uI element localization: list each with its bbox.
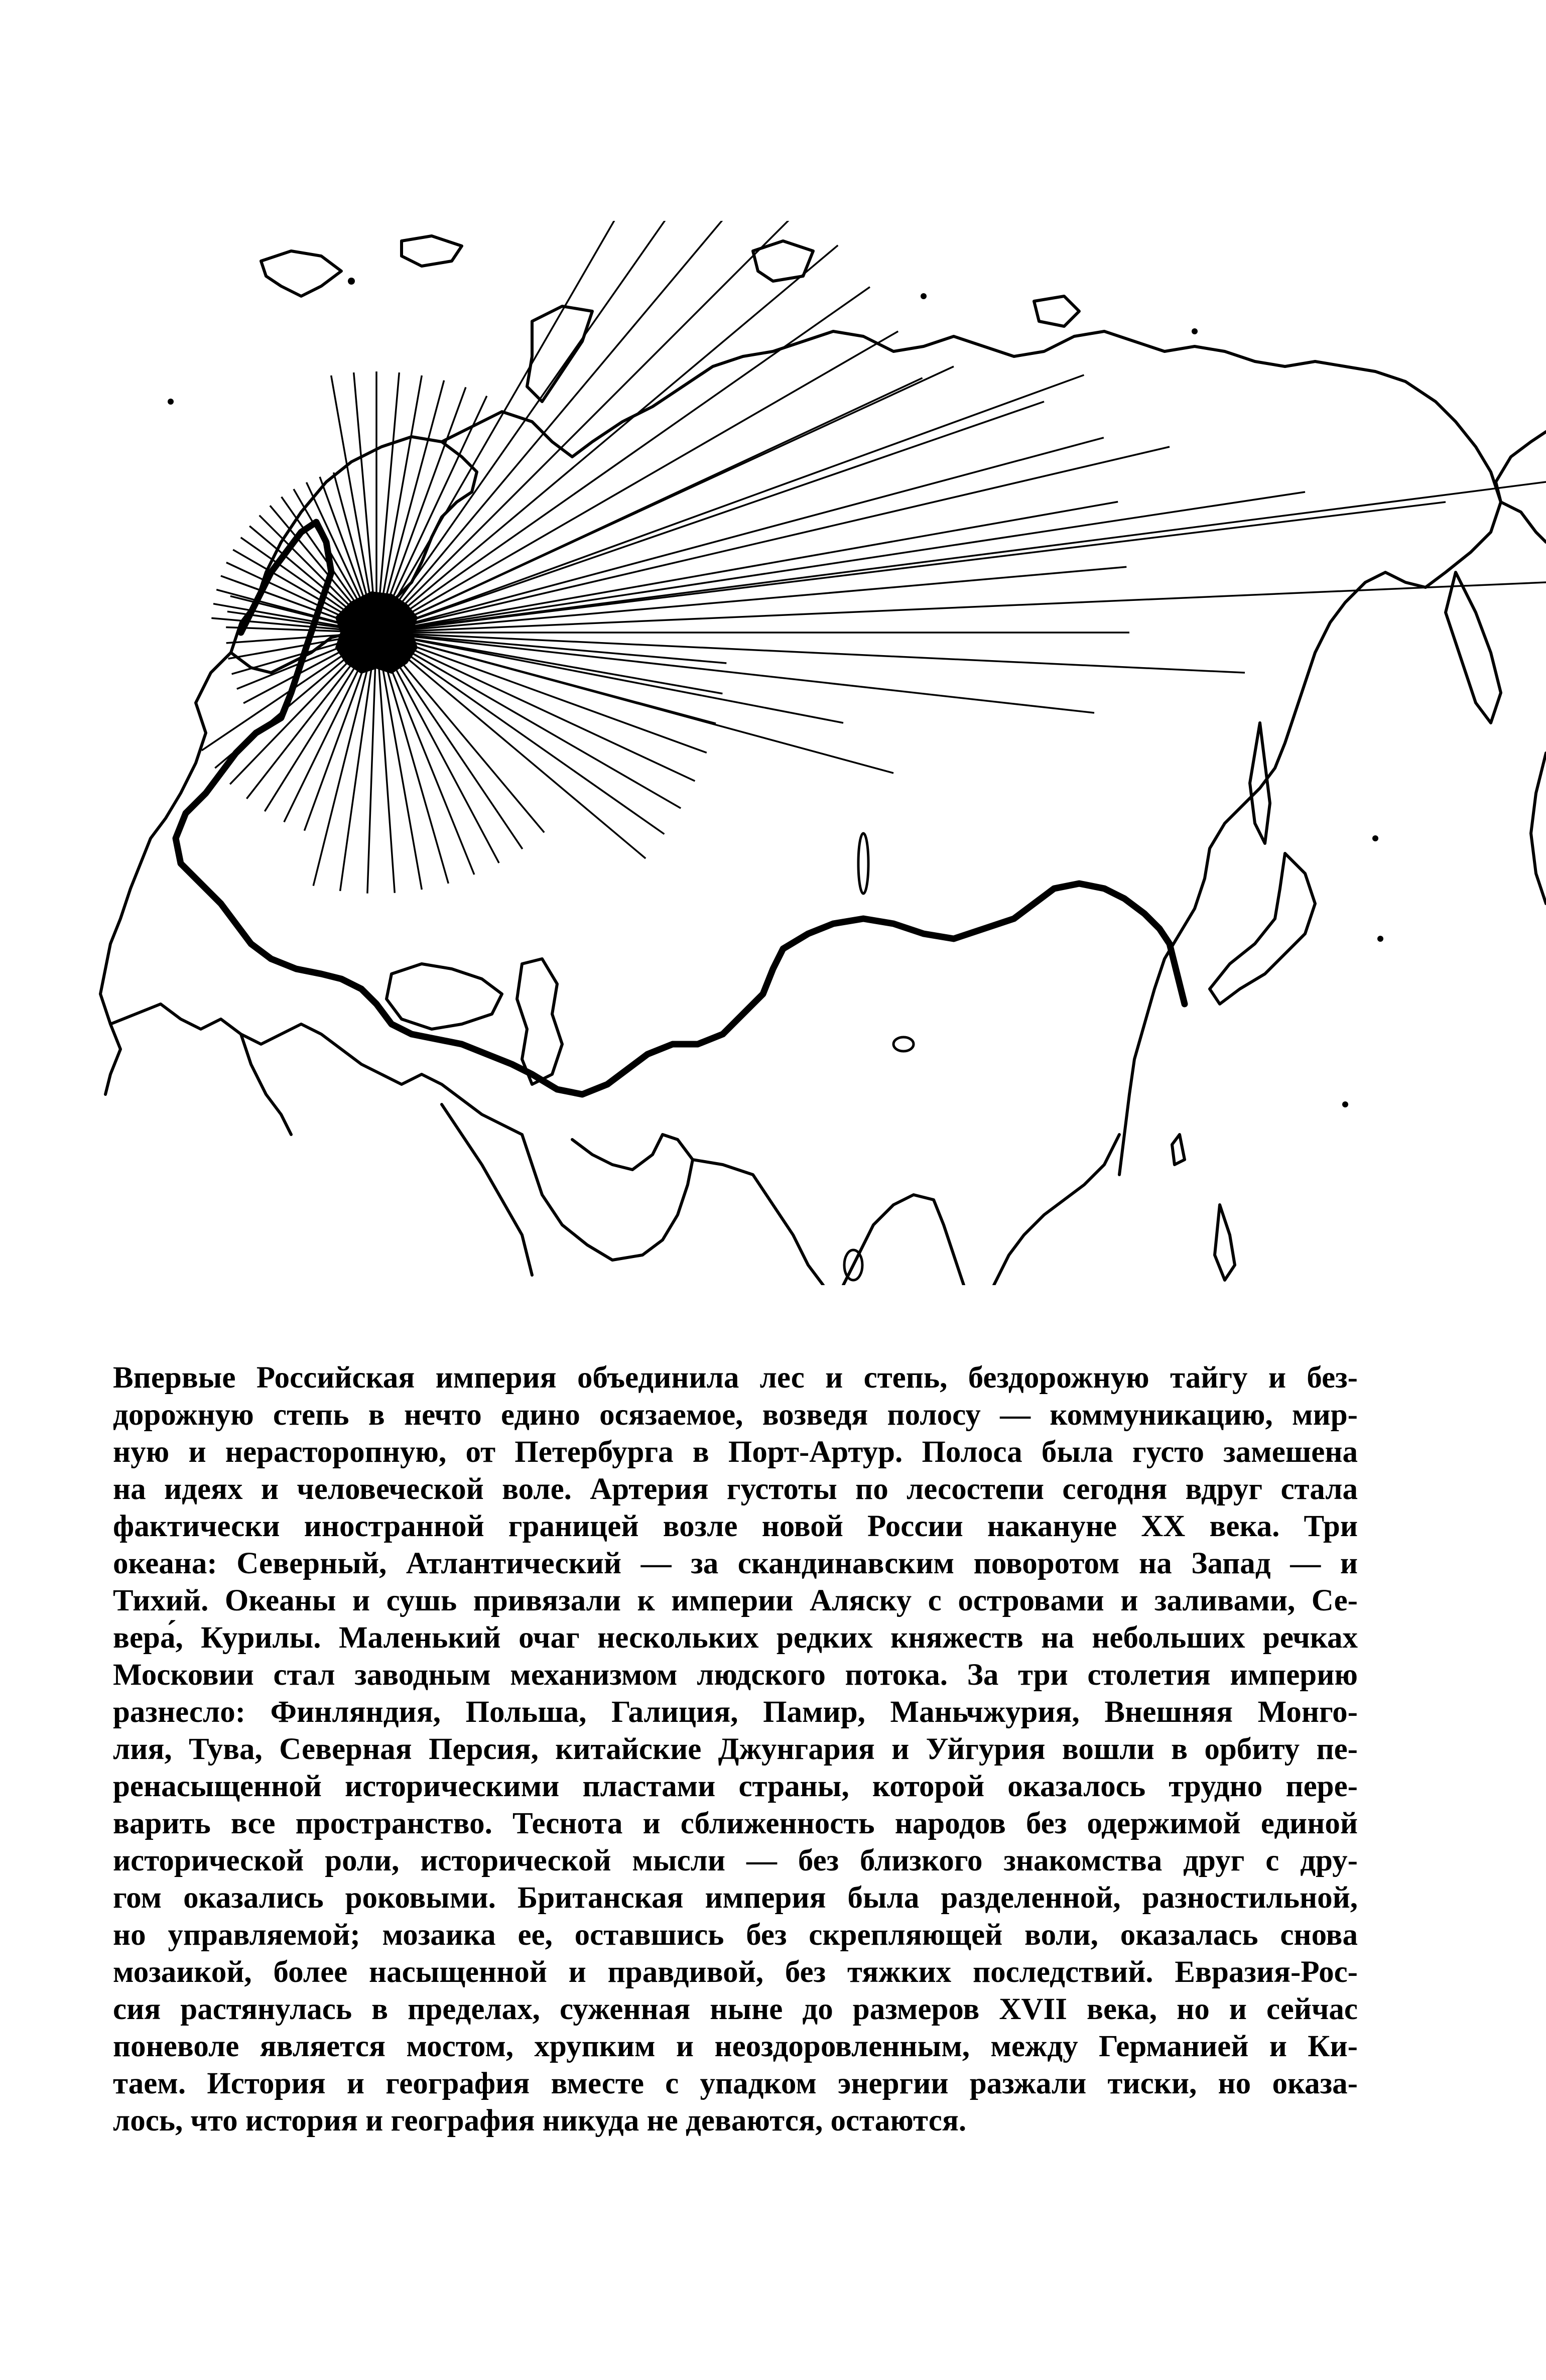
radiating-line <box>376 633 422 890</box>
pacific-coast <box>1119 572 1426 1175</box>
radiating-line <box>376 221 763 633</box>
text-line: сия растянулась в пределах, суженная ныне до размеров XVII века, но и сейчас <box>113 1992 1358 2026</box>
radiating-line <box>376 438 1104 633</box>
text-line: ренасыщенной историческими пластами страны, которой оказалось трудно пере- <box>113 1770 1358 1803</box>
radiating-line <box>376 633 726 663</box>
northern-russia-coast <box>442 331 1501 587</box>
radiating-line <box>376 492 1305 633</box>
red-sea-coast <box>442 1104 532 1275</box>
text-line: гом оказались роковыми. Британская империя была разделенной, разностильной, <box>113 1881 1358 1915</box>
arabia-coast <box>522 1135 693 1260</box>
text-line: варить все пространство. Теснота и сближенность народов без одержимой единой <box>113 1807 1358 1840</box>
philippines-islands <box>1215 1205 1235 1280</box>
moscow-core <box>336 592 417 673</box>
taiwan-island <box>1172 1135 1185 1165</box>
sakhalin-island <box>1250 723 1270 843</box>
caspian-sea <box>517 959 562 1084</box>
radiating-line <box>376 582 1546 633</box>
franz-josef-land <box>402 236 462 266</box>
svalbard-islands <box>261 251 341 296</box>
body-paragraph <box>113 1359 1358 2140</box>
text-line: на идеях и человеческой воле. Артерия густоты по лесостепи сегодня вдруг стала <box>113 1472 1358 1506</box>
italy-coast <box>241 1034 291 1135</box>
small-island <box>893 1037 914 1051</box>
radiating-line <box>376 633 1094 713</box>
radiating-line <box>376 221 803 633</box>
black-sea <box>386 964 502 1029</box>
text-line: лия, Тува, Северная Персия, китайские Джунгария и Уйгурия вошли в орбиту пе- <box>113 1732 1358 1766</box>
radiating-line <box>376 402 1044 633</box>
island-dot <box>1372 835 1378 841</box>
radiating-line <box>376 567 1126 633</box>
island-dot <box>1342 1101 1348 1107</box>
text-line: мозаикой, более насыщенной и правдивой, без тяжких последствий. Евразия-Рос- <box>113 1955 1358 1989</box>
text-line: Впервые Российская империя объединила лес и степь, бездорожную тайгу и без- <box>113 1361 1358 1395</box>
island-dot <box>1377 936 1383 942</box>
radiating-line <box>376 482 1546 633</box>
europe-west-coast <box>100 653 231 1094</box>
radiating-lines <box>202 221 1546 894</box>
alaska-lower <box>1531 753 1546 904</box>
text-line: поневоле является мостом, хрупким и неоздоровленным, между Германией и Ки- <box>113 2030 1358 2063</box>
southeast-asia-coast <box>994 1135 1119 1285</box>
japan-islands <box>1210 853 1315 1004</box>
india-coast <box>693 1160 964 1285</box>
radiating-line <box>376 375 1084 633</box>
text-line: лось, что история и география никуда не деваются, остаются. <box>113 2104 967 2138</box>
severnaya-zemlya <box>753 241 813 281</box>
radiating-line <box>376 447 1170 633</box>
text-line: ную и нерасторопную, от Петербурга в Порт-Артур. Полоса была густо замешена <box>113 1435 1358 1469</box>
text-line: исторической роли, исторической мысли — без близкого знакомства друг с дру- <box>113 1844 1358 1877</box>
island-dot <box>168 399 174 405</box>
radiating-line <box>367 633 376 894</box>
island-dot <box>921 293 927 299</box>
radiating-line <box>376 502 1446 633</box>
lake-baikal <box>858 833 868 894</box>
text-line: океана: Северный, Атлантический — за скандинавским поворотом на Запад — и <box>113 1547 1358 1580</box>
eurasia-map <box>90 221 1546 1285</box>
text-line: таем. История и география вместе с упадком энергии разжали тиски, но оказа- <box>113 2067 1358 2100</box>
radiating-line <box>376 221 678 633</box>
kamchatka-coast <box>1446 572 1501 723</box>
text-line: Тихий. Океаны и сушь привязали к империи Аляску с островами и заливами, Се- <box>113 1584 1358 1617</box>
text-line: вера́, Курилы. Маленький очаг нескольких редких княжеств на небольших речках <box>113 1621 1358 1655</box>
radiating-line <box>376 633 646 858</box>
island-dot <box>1192 328 1198 334</box>
text-line: но управляемой; мозаика ее, оставшись без скрепляющей воли, оказалась снова <box>113 1918 1358 1952</box>
new-siberian-islands <box>1034 296 1079 326</box>
text-line: разнесло: Финляндия, Польша, Галиция, Памир, Маньчжурия, Внешняя Монго- <box>113 1695 1358 1729</box>
island-dot <box>348 278 355 285</box>
text-line: фактически иностранной границей возле новой России накануне XX века. Три <box>113 1510 1358 1543</box>
text-line: Московии стал заводным механизмом людского потока. За три столетия империю <box>113 1658 1358 1692</box>
text-line: дорожную степь в нечто едино осязаемое, возведя полосу — коммуникацию, мир- <box>113 1398 1358 1432</box>
